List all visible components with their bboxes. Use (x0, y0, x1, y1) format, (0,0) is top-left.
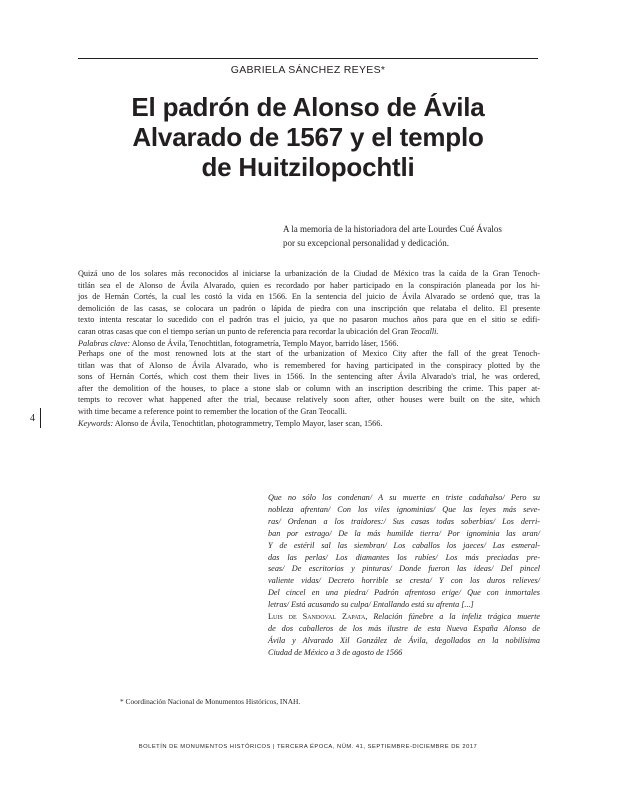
dedication-line: por su excepcional personalidad y dedicación. (283, 238, 449, 248)
abstract-line: texto intenta rescatar lo sucedido con el padrón tras el juicio, ya que no pasaron muchos años para que en el sitio se edifi- (78, 315, 540, 325)
poem-source-line (268, 611, 540, 623)
poem-source-line: Ávila y Alvarado Xil González de Ávila, degollados en la nobilísima (268, 635, 540, 645)
abstract-line: Quizá uno de los solares más reconocidos al iniciarse la urbanización de la Ciudad de México tras la caída de la Gran Tenoch- (78, 269, 540, 278)
epigraph-poem (268, 492, 540, 659)
abstract-line-text: caran otras casas que con el tiempo serían un punto de referencia para recordar la ubicación del Gran (78, 326, 409, 336)
title-line: de Huitzilopochtli (201, 152, 415, 182)
title-line: El padrón de Alonso de Ávila (131, 92, 485, 122)
page-number: 4 (30, 413, 35, 424)
poem-line: valiente vidas/ Decreto horrible se cresta/ Y con los duros relieves/ (268, 576, 540, 586)
abstract-spanish (78, 268, 540, 349)
dedication-line: A la memoria de la historiadora del arte Lourdes Cué Ávalos (283, 224, 502, 234)
dedication (283, 222, 543, 250)
poem-line: Del cincel en una piedra/ Padrón afrentoso erige/ Que con inmortales (268, 588, 540, 598)
author-name: GABRIELA SÁNCHEZ REYES* (230, 64, 386, 76)
abstract-line: demolición de las casas, se colocara un padrón o lápida de piedra con una inscripción que relataba el delito. El presente (78, 303, 540, 313)
keywords-text: Alonso de Ávila, Tenochtitlan, fotogrametría, Templo Mayor, barrido láser, 1566. (131, 338, 399, 348)
poem-line: Que no sólo los condenan/ A su muerte en triste cadahalso/ Pero su (268, 493, 540, 502)
poem-line: nobleza afrentan/ Con los viles ignominias/ Que las leyes más seve- (268, 504, 540, 514)
journal-footer: BOLETÍN DE MONUMENTOS HISTÓRICOS | TERCERA ÉPOCA, NÚM. 41, SEPTIEMBRE-DICIEMBRE DE 2017 (138, 744, 478, 750)
abstract-line: sons of Hernán Cortés, which cost them their lives in 1566. In the sentencing after Ávila Alvarado's trial, he was ordered, (78, 372, 540, 382)
abstract-line: jos de Hernán Cortés, la cual les costó la vida en 1566. En la sentencia del juicio de Ávila Alvarado se ordenó que, tras la (78, 292, 540, 302)
abstract-line: tempts to recover what happened after the trial, because relatively soon after, other houses were built on the site, which (78, 395, 540, 405)
title-line: Alvarado de 1567 y el templo (132, 122, 484, 152)
source-title-part: Relación fúnebre a la infeliz trágica muerte (373, 612, 541, 622)
abstract-line: Perhaps one of the most renowned lots at the start of the urbanization of Mexico City after the fall of the great Tenoch- (78, 349, 540, 358)
keywords-label: Palabras clave: (78, 338, 131, 348)
poem-line: seas/ De escritorios y pinturas/ Donde fueron las ideas/ Del pincel (268, 564, 540, 574)
abstract-english (78, 348, 540, 429)
poem-source-author: Luis de Sandoval Zapata, (268, 612, 368, 622)
poem-line: das las perlas/ Los diamantes los rubíes/ Los más preciadas pre- (268, 552, 540, 562)
keywords-label: Keywords: (78, 418, 114, 428)
poem-line: Y de estéril sal las siembran/ Los caballos los jaeces/ Las esmeral- (268, 540, 540, 550)
keywords-text: Alonso de Ávila, Tenochtitlan, photogrammetry, Templo Mayor, laser scan, 1566. (114, 418, 383, 428)
poem-source-line: de dos caballeros de los más ilustre de esta Nueva España Alonso de (268, 623, 540, 633)
abstract-line: titlán sea el de Alonso de Ávila Alvarado, quien es recordado por haber participado en la conspiración planeada por los hi- (78, 280, 540, 290)
keywords-english (78, 418, 540, 430)
source-author-name: Luis de Sandoval Zapata (268, 612, 366, 622)
abstract-line: with time became a reference point to remember the location of the Gran Teocalli. (78, 406, 347, 416)
poem-line: letras/ Está acusando su culpa/ Entallando está su afrenta [...] (268, 600, 474, 610)
abstract-line-last (78, 326, 540, 338)
poem-source-line: Ciudad de México a 3 de agosto de 1566 (268, 647, 403, 657)
page-number-bar (40, 408, 41, 428)
abstract-line: after the demolition of the houses, to place a stone slab or column with an inscription describing the crime. This paper at- (78, 383, 540, 393)
poem-line: ras/ Ordenan a los traidores:/ Sus casas todas soberbias/ Los derri- (268, 516, 540, 526)
abstract-line: titlan was that of Alonso de Ávila Alvarado, who is remembered for having participated in the conspiracy plotted by the (78, 360, 540, 370)
article-title (78, 92, 538, 182)
footnote: * Coordinación Nacional de Monumentos Históricos, INAH. (120, 697, 301, 706)
poem-line: ban por estrago/ De la más humilde tierra/ Por ignominia las aran/ (268, 528, 540, 538)
abstract-line-italic: Teocalli. (410, 326, 439, 336)
header-rule (78, 58, 538, 59)
